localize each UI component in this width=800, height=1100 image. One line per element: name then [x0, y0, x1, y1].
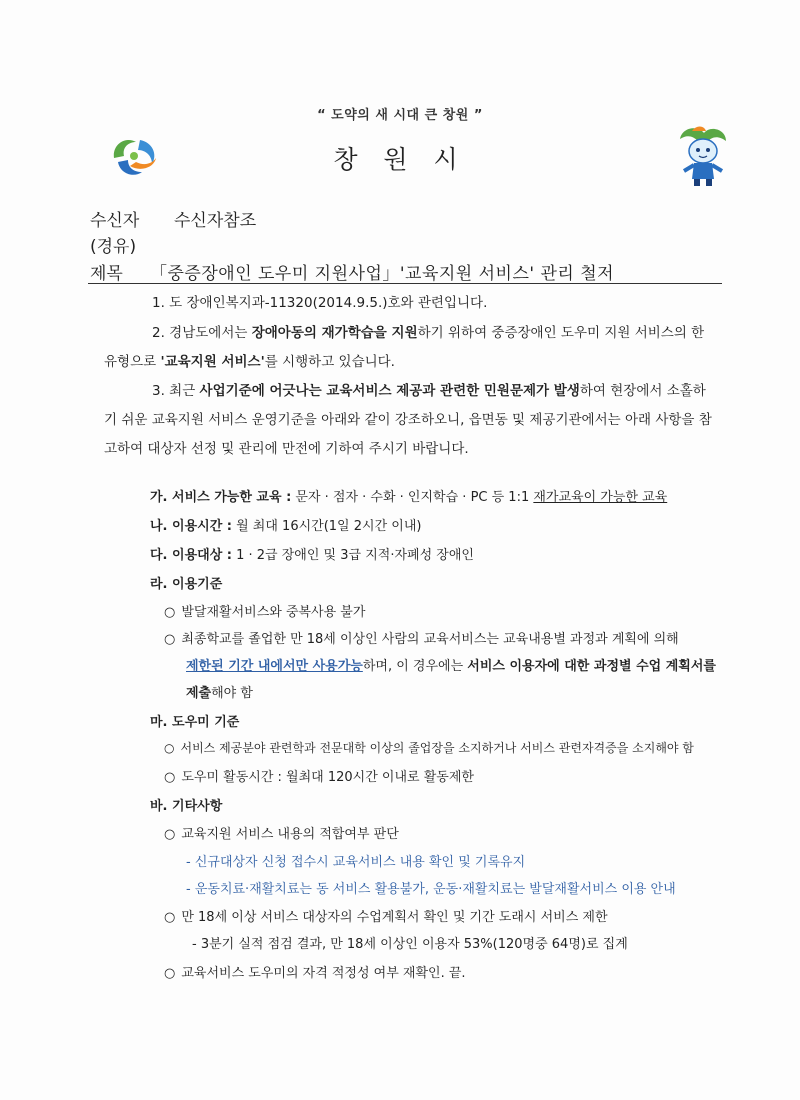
paragraph-2-emphasis: '교육지원 서비스' — [160, 354, 265, 370]
recipient-row — [90, 206, 257, 231]
item-ba-1-text: 교육지원 서비스 내용의 적합여부 판단 — [181, 827, 399, 842]
org-title: 창 원 시 — [333, 145, 467, 174]
paragraph-2-text: 를 시행하고 있습니다. — [264, 354, 395, 370]
item-ra-2 — [164, 628, 679, 647]
paragraph-3-text: 하여 현장에서 소홀하기 쉬운 교육지원 서비스 운영기준을 아래와 같이 강조하오니, 읍면동 및 제공기관에서는 아래 사항을 참고하여 대상자 선정 및 관리에 만전에 기하여 주시기 바랍니다. — [104, 383, 712, 457]
circle-bullet-icon: ○ — [164, 605, 176, 620]
paragraph-3-text: 3. 최근 — [152, 383, 200, 399]
mascot-logo — [672, 125, 734, 189]
item-ba — [150, 795, 222, 814]
paragraph-1: 1. 도 장애인복지과-11320(2014.9.5.)호와 관련입니다. — [152, 295, 488, 311]
circle-bullet-icon: ○ — [164, 632, 176, 647]
item-na-text: 월 최대 16시간(1일 2시간 이내) — [231, 519, 422, 534]
item-da — [150, 544, 474, 563]
item-ga-text: 문자 · 점자 · 수화 · 인지학습 · PC 등 1:1 — [291, 490, 534, 505]
item-ma-2-text: 도우미 활동시간 : 월최대 120시간 이내로 활동제한 — [181, 770, 474, 785]
subject-label: 제목 — [90, 264, 123, 284]
recipient-label: 수신자 — [90, 211, 140, 231]
slogan: “ 도약의 새 시대 큰 창원 ” — [317, 108, 483, 123]
item-ga-label: 가. 서비스 가능한 교육 : — [150, 490, 292, 505]
header-divider — [88, 283, 722, 284]
item-ba-2-sub: - 3분기 실적 점검 결과, 만 18세 이상인 이용자 53%(120명중 64명)로 집계 — [192, 937, 628, 952]
item-ra-2-highlight: 제한된 기간 내에서만 사용가능 — [186, 659, 363, 674]
item-ra-1 — [164, 601, 365, 620]
paragraph-2 — [104, 319, 718, 377]
circle-bullet-icon: ○ — [164, 910, 176, 925]
paragraph-3-emphasis: 사업기준에 어긋나는 교육서비스 제공과 관련한 민원문제가 발생 — [199, 383, 580, 399]
item-ba-1 — [164, 823, 399, 842]
item-ma-1 — [164, 739, 694, 756]
item-ra-2-text: 해야 함 — [211, 686, 253, 701]
recipient-value: 수신자참조 — [174, 211, 257, 231]
circle-bullet-icon: ○ — [164, 741, 175, 755]
item-ma-2 — [164, 766, 474, 785]
via-label: (경유) — [90, 237, 137, 257]
item-ba-3-text: 교육서비스 도우미의 자격 적정성 여부 재확인. 끝. — [181, 966, 466, 981]
circle-bullet-icon: ○ — [164, 770, 176, 785]
item-ba-3 — [164, 962, 466, 981]
circle-bullet-icon: ○ — [164, 827, 176, 842]
item-ra-1-text: 발달재활서비스와 중복사용 불가 — [181, 605, 366, 620]
item-ra-2-emphasis: 제출 — [186, 686, 212, 701]
item-ra-2-line3 — [186, 682, 253, 701]
item-ba-1-sub2: - 운동치료·재활치료는 동 서비스 활용불가, 운동·재활치료는 발달재활서비스 이용 안내 — [186, 882, 676, 897]
paragraph-2-emphasis: 장애아동의 재가학습을 지원 — [251, 325, 418, 341]
item-ba-1-sub1: - 신규대상자 신청 접수시 교육서비스 내용 확인 및 기록유지 — [186, 855, 526, 870]
item-ra-label: 라. 이용기준 — [150, 577, 223, 592]
item-na — [150, 515, 421, 534]
item-da-label: 다. 이용대상 : — [150, 548, 232, 563]
item-ba-2-text: 만 18세 이상 서비스 대상자의 수업계획서 확인 및 기간 도래시 서비스 제한 — [181, 910, 608, 925]
item-ga — [150, 486, 667, 505]
subject-value: 「중증장애인 도우미 지원사업」'교육지원 서비스' 관리 철저 — [150, 264, 615, 284]
item-ra-2-text: 하며, 이 경우에는 — [362, 659, 468, 674]
item-ba-label: 바. 기타사항 — [150, 799, 223, 814]
item-ra — [150, 573, 222, 592]
item-na-label: 나. 이용시간 : — [150, 519, 232, 534]
item-da-text: 1 · 2급 장애인 및 3급 지적·자폐성 장애인 — [231, 548, 474, 563]
paragraph-3 — [104, 377, 718, 464]
item-ga-underlined: 재가교육이 가능한 교육 — [533, 490, 668, 505]
paragraph-2-text: 하기 위하여 중증장애인 도우미 지원 서비스의 한 유형으로 — [104, 325, 705, 370]
via-row — [90, 232, 136, 257]
item-ra-2-text: 최종학교를 졸업한 만 18세 이상인 사람의 교육서비스는 교육내용별 과정과 계획에 의해 — [181, 632, 679, 647]
item-ra-2-line2 — [186, 655, 716, 674]
item-ma-label: 마. 도우미 기준 — [150, 715, 240, 730]
paragraph-2-text: 2. 경남도에서는 — [152, 325, 252, 341]
item-ba-2 — [164, 906, 608, 925]
subject-row — [90, 259, 700, 284]
item-ma-1-text: 서비스 제공분야 관련학과 전문대학 이상의 졸업장을 소지하거나 서비스 관련자격증을 소지해야 함 — [180, 741, 694, 755]
circle-bullet-icon: ○ — [164, 966, 176, 981]
item-ma — [150, 711, 239, 730]
item-ra-2-emphasis: 서비스 이용자에 대한 과정별 수업 계획서를 — [467, 659, 716, 674]
